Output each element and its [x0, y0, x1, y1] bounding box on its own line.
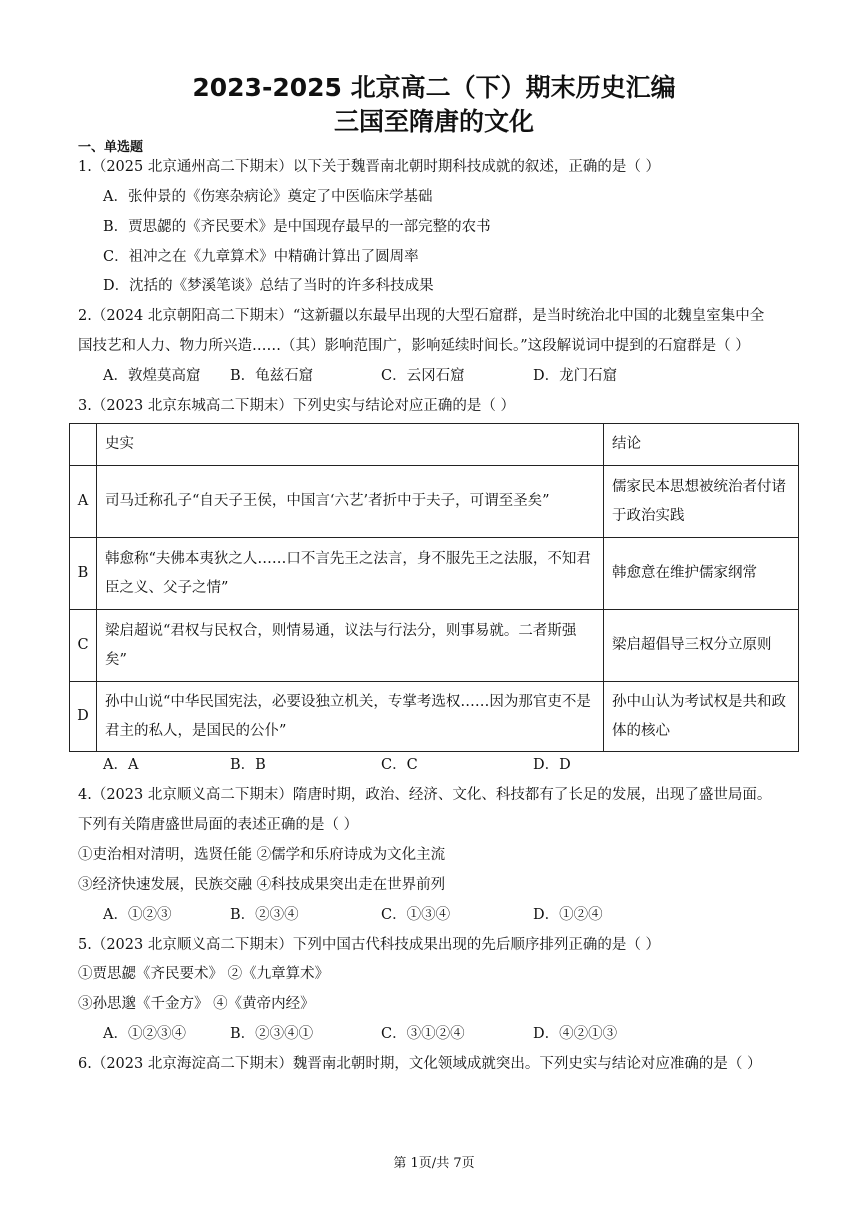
q2-option-b: B．龟兹石窟: [230, 368, 314, 384]
q3-option-d: D．D: [533, 757, 571, 773]
row-conclusion: 孙中山认为考试权是共和政体的核心: [604, 682, 799, 752]
table-row: [70, 466, 799, 538]
q4-items-line1: ①吏治相对清明，选贤任能 ②儒学和乐府诗成为文化主流: [78, 847, 446, 863]
row-conclusion: 儒家民本思想被统治者付诸于政治实践: [604, 466, 799, 538]
section-heading: 一、单选题: [78, 140, 144, 155]
q4-option-b: B．②③④: [230, 907, 299, 923]
q1-option-c: C．祖冲之在《九章算术》中精确计算出了圆周率: [103, 249, 419, 265]
row-fact: 梁启超说“君权与民权合，则情易通，议法与行法分，则事易就。二者斯强矣”: [97, 610, 604, 682]
q4-option-d: D．①②④: [533, 907, 603, 923]
row-letter: B: [70, 538, 97, 610]
row-conclusion: 梁启超倡导三权分立原则: [604, 610, 799, 682]
q1-option-d: D．沈括的《梦溪笔谈》总结了当时的许多科技成果: [103, 278, 434, 294]
q5-option-b: B．②③④①: [230, 1026, 314, 1042]
q1-option-b: B．贾思勰的《齐民要术》是中国现存最早的一部完整的农书: [103, 219, 491, 235]
row-fact: 韩愈称“夫佛本夷狄之人……口不言先王之法言，身不服先王之法服，不知君臣之义、父子之情”: [97, 538, 604, 610]
table-header-fact: 史实: [97, 424, 604, 466]
table-row: [70, 538, 799, 610]
q2-stem-line2: 国技艺和人力、物力所兴造……（其）影响范围广，影响延续时间长。”这段解说词中提到的石窟群是（ ）: [78, 338, 750, 354]
q2-option-a: A．敦煌莫高窟: [103, 368, 201, 384]
table-header-conclusion: 结论: [604, 424, 799, 466]
q5-option-c: C．③①②④: [381, 1026, 465, 1042]
q4-option-a: A．①②③: [103, 907, 172, 923]
q2-stem-line1: 2.（2024 北京朝阳高二下期末）“这新疆以东最早出现的大型石窟群，是当时统治北中国的北魏皇室集中全: [78, 308, 765, 324]
q3-option-a: A．A: [103, 757, 139, 773]
q4-stem-line2: 下列有关隋唐盛世局面的表述正确的是（ ）: [78, 817, 359, 833]
table-header-row: [70, 424, 799, 466]
row-letter: A: [70, 466, 97, 538]
q5-stem: 5.（2023 北京顺义高二下期末）下列中国古代科技成果出现的先后顺序排列正确的是（ ）: [78, 937, 660, 953]
doc-title-line1: 2023-2025 北京高二（下）期末历史汇编: [192, 73, 676, 102]
row-fact: 孙中山说“中华民国宪法，必要设独立机关，专掌考选权……因为那官吏不是君主的私人，是国民的公仆”: [97, 682, 604, 752]
q3-table: [69, 423, 799, 752]
q4-option-c: C．①③④: [381, 907, 451, 923]
table-row: [70, 610, 799, 682]
q1-stem: 1.（2025 北京通州高二下期末）以下关于魏晋南北朝时期科技成就的叙述，正确的是（ ）: [78, 159, 660, 175]
q5-option-d: D．④②①③: [533, 1026, 618, 1042]
q4-stem-line1: 4.（2023 北京顺义高二下期末）隋唐时期，政治、经济、文化、科技都有了长足的发展，出现了盛世局面。: [78, 787, 772, 803]
q2-option-c: C．云冈石窟: [381, 368, 465, 384]
table-cell: [70, 424, 97, 466]
q6-stem: 6.（2023 北京海淀高二下期末）魏晋南北朝时期，文化领域成就突出。下列史实与结论对应准确的是（ ）: [78, 1056, 762, 1072]
q2-option-d: D．龙门石窟: [533, 368, 618, 384]
row-fact: 司马迁称孔子“自天子王侯，中国言‘六艺’者折中于夫子，可谓至圣矣”: [97, 466, 604, 538]
row-letter: C: [70, 610, 97, 682]
q5-items-line1: ①贾思勰《齐民要术》 ②《九章算术》: [78, 966, 330, 982]
q4-items-line2: ③经济快速发展，民族交融 ④科技成果突出走在世界前列: [78, 877, 446, 893]
q3-stem: 3.（2023 北京东城高二下期末）下列史实与结论对应正确的是（ ）: [78, 398, 515, 414]
q3-option-b: B．B: [230, 757, 266, 773]
q3-option-c: C．C: [381, 757, 418, 773]
doc-title-line2: 三国至隋唐的文化: [333, 107, 534, 136]
page-number: 第 1页/共 7页: [393, 1156, 475, 1171]
q5-items-line2: ③孙思邈《千金方》 ④《黄帝内经》: [78, 996, 315, 1012]
q5-option-a: A．①②③④: [103, 1026, 186, 1042]
row-conclusion: 韩愈意在维护儒家纲常: [604, 538, 799, 610]
q1-option-a: A．张仲景的《伤寒杂病论》奠定了中医临床学基础: [103, 189, 433, 205]
table-row: [70, 682, 799, 752]
row-letter: D: [70, 682, 97, 752]
